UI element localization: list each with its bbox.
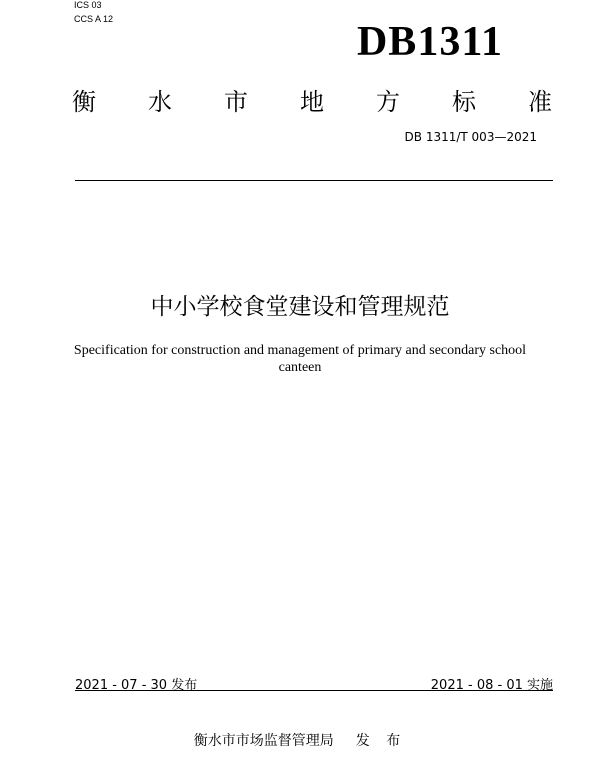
db-logo-code: DB1311: [356, 19, 503, 65]
document-title-chinese: 中小学校食堂建设和管理规范: [150, 294, 450, 320]
top-divider: [75, 180, 553, 181]
issuer-line: [0, 730, 600, 750]
standard-category-title: [72, 84, 552, 114]
title-char: 衡: [72, 87, 96, 116]
title-char: 准: [528, 87, 552, 116]
publish-date: 2021 - 07 - 30 发布: [75, 678, 198, 693]
issue-word: 发 布: [355, 733, 407, 749]
title-char: 市: [224, 87, 248, 116]
title-char: 地: [300, 87, 324, 116]
title-char: 方: [376, 87, 400, 116]
title-char: 标: [452, 87, 476, 116]
title-char: 水: [148, 87, 172, 116]
ics-code: ICS 03: [74, 0, 102, 10]
standard-number: DB 1311/T 003—2021: [404, 130, 537, 144]
implement-date: 2021 - 08 - 01 实施: [430, 678, 553, 693]
issuer-name: 衡水市市场监督管理局: [193, 733, 334, 749]
document-title-english: Specification for construction and management of primary and secondary school canteen: [73, 343, 527, 375]
ccs-code: CCS A 12: [74, 14, 114, 24]
bottom-divider: [75, 690, 553, 691]
